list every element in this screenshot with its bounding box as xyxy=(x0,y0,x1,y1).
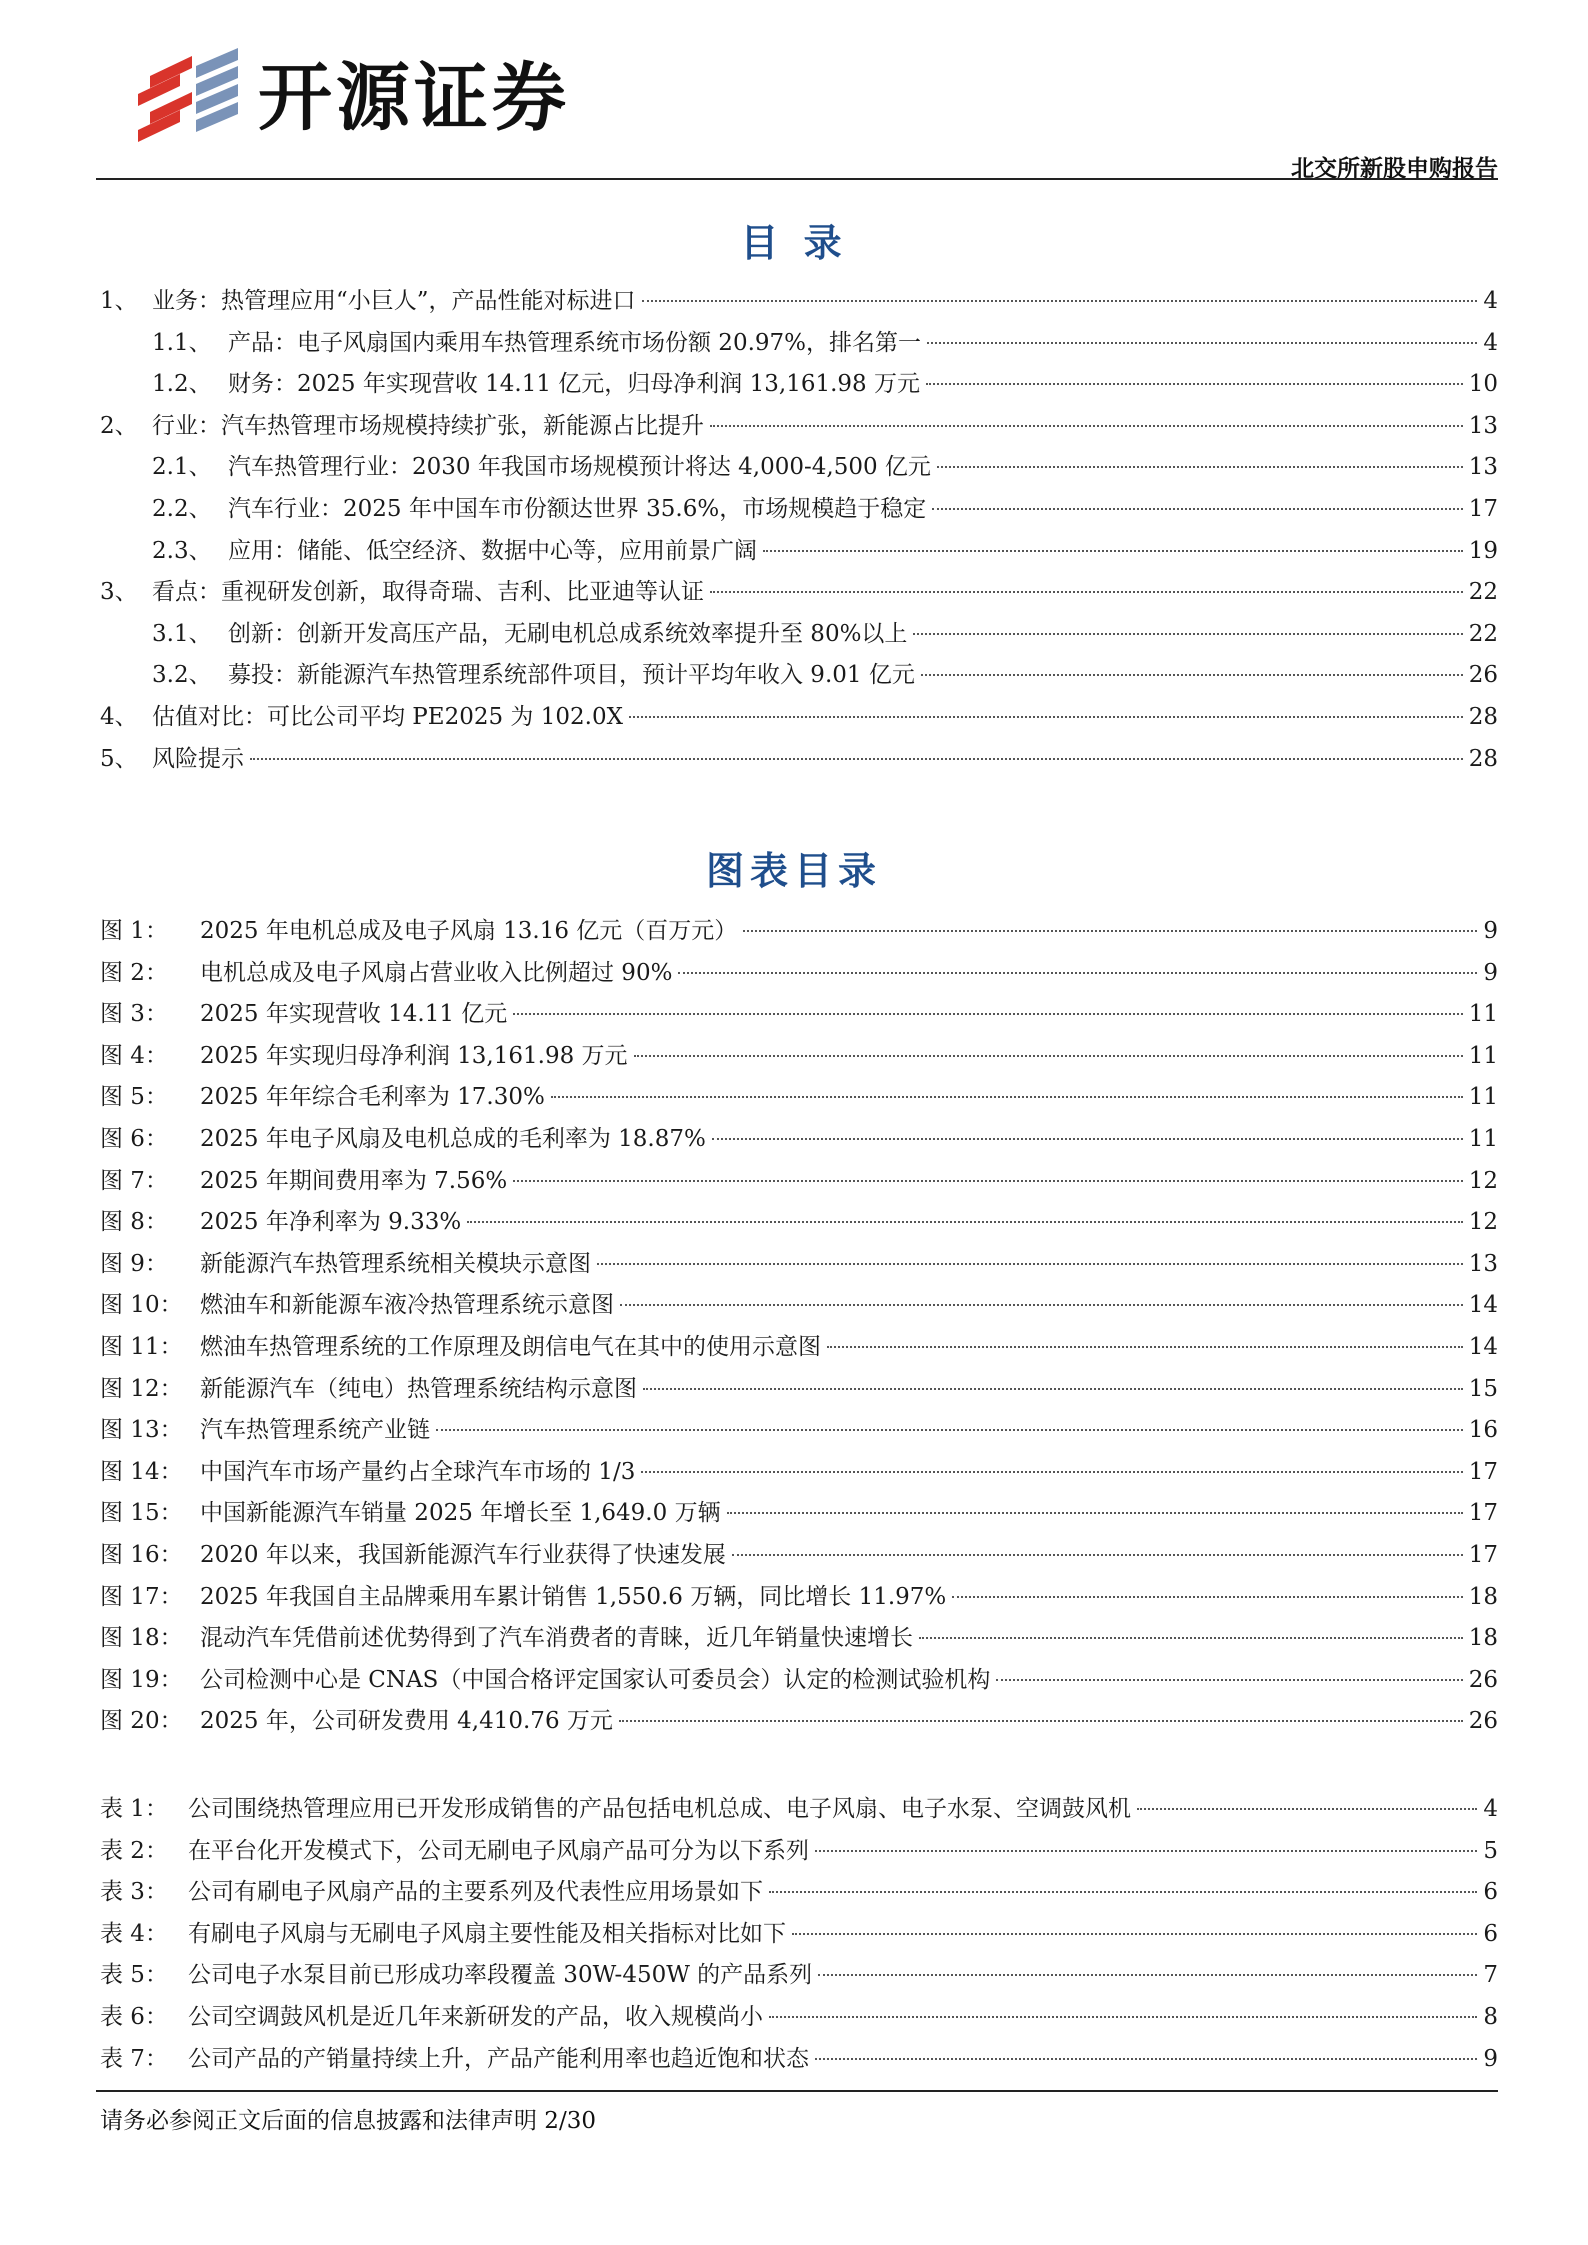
toc-entry-title: 产品：电子风扇国内乘用车热管理系统市场份额 20.97%，排名第一 xyxy=(228,329,922,356)
tables-list xyxy=(100,1790,1498,2081)
dot-leader xyxy=(436,1429,1463,1431)
fig-entry-number: 图 4： xyxy=(100,1042,168,1069)
fig-entry-page: 14 xyxy=(1468,1292,1498,1319)
fig-entry-page: 9 xyxy=(1483,918,1498,944)
tbl-entry-title: 公司围绕热管理应用已开发形成销售的产品包括电机总成、电子风扇、电子水泵、空调鼓风机 xyxy=(188,1796,1131,1822)
toc-entry[interactable] xyxy=(100,740,1498,782)
dot-leader xyxy=(710,425,1463,427)
fig-entry-number: 图 2： xyxy=(100,959,168,986)
fig-entry-page: 11 xyxy=(1468,1001,1498,1028)
fig-entry-page: 11 xyxy=(1468,1084,1498,1111)
toc-list xyxy=(100,282,1498,781)
toc-entry-page: 17 xyxy=(1468,495,1498,522)
toc-entry[interactable] xyxy=(100,656,1498,698)
tbl-entry[interactable] xyxy=(100,1998,1498,2040)
dot-leader xyxy=(827,1346,1463,1348)
fig-entry-number: 图 6： xyxy=(100,1125,168,1152)
dot-leader xyxy=(818,1974,1477,1976)
fig-entry-title: 公司检测中心是 CNAS（中国合格评定国家认可委员会）认定的检测试验机构 xyxy=(200,1666,991,1693)
toc-entry-number: 1、 xyxy=(100,288,138,314)
fig-entry-title: 燃油车热管理系统的工作原理及朗信电气在其中的使用示意图 xyxy=(200,1333,821,1360)
tbl-entry-page: 6 xyxy=(1483,1920,1498,1947)
dot-leader xyxy=(513,1013,1462,1015)
dot-leader xyxy=(643,1388,1463,1390)
toc-entry[interactable] xyxy=(100,698,1498,740)
fig-entry-title: 中国汽车市场产量约占全球汽车市场的 1/3 xyxy=(200,1458,636,1485)
fig-entry-title: 中国新能源汽车销量 2025 年增长至 1,649.0 万辆 xyxy=(200,1500,721,1527)
dot-leader xyxy=(815,1850,1477,1852)
fig-entry[interactable] xyxy=(100,1203,1498,1245)
fig-entry-title: 汽车热管理系统产业链 xyxy=(200,1417,430,1444)
toc-title: 目 录 xyxy=(740,220,848,265)
toc-entry[interactable] xyxy=(100,573,1498,615)
dot-leader xyxy=(919,1637,1463,1639)
tbl-entry-number: 表 5： xyxy=(100,1962,168,1989)
dot-leader xyxy=(921,674,1463,676)
toc-entry-page: 22 xyxy=(1468,620,1498,647)
fig-entry-number: 图 11： xyxy=(100,1333,183,1360)
fig-entry-number: 图 20： xyxy=(100,1708,183,1735)
dot-leader xyxy=(792,1933,1477,1935)
dot-leader xyxy=(926,383,1463,385)
fig-entry-page: 26 xyxy=(1468,1708,1498,1735)
dot-leader xyxy=(712,1138,1463,1140)
fig-entry[interactable] xyxy=(100,1162,1498,1204)
toc-entry-page: 13 xyxy=(1468,412,1498,439)
tbl-entry-page: 8 xyxy=(1483,2003,1498,2030)
fig-entry[interactable] xyxy=(100,1411,1498,1453)
toc-entry-number: 5、 xyxy=(100,745,138,772)
toc-entry[interactable] xyxy=(100,282,1498,324)
toc-entry-number: 3、 xyxy=(100,579,138,606)
document-type: 北交所新股申购报告 xyxy=(1291,155,1498,182)
fig-entry-number: 图 10： xyxy=(100,1292,183,1319)
toc-entry-title: 募投：新能源汽车热管理系统部件项目，预计平均年收入 9.01 亿元 xyxy=(228,662,915,689)
tbl-entry-title: 在平台化开发模式下，公司无刷电子风扇产品可分为以下系列 xyxy=(188,1837,809,1864)
toc-entry-title: 汽车行业：2025 年中国车市份额达世界 35.6%，市场规模趋于稳定 xyxy=(228,495,927,522)
fig-entry-title: 新能源汽车（纯电）热管理系统结构示意图 xyxy=(200,1375,637,1402)
fig-entry-title: 2025 年我国自主品牌乘用车累计销售 1,550.6 万辆，同比增长 11.97% xyxy=(200,1583,947,1610)
toc-entry-page: 22 xyxy=(1468,579,1498,606)
fig-entry[interactable] xyxy=(100,1286,1498,1328)
fig-entry-number: 图 18： xyxy=(100,1625,183,1652)
fig-entry-page: 17 xyxy=(1468,1541,1498,1568)
toc-entry[interactable] xyxy=(100,532,1498,574)
dot-leader xyxy=(620,1304,1463,1306)
fig-entry-title: 2025 年电机总成及电子风扇 13.16 亿元（百万元） xyxy=(200,918,738,944)
dot-leader xyxy=(727,1512,1463,1514)
tbl-entry-number: 表 7： xyxy=(100,2045,168,2072)
dot-leader xyxy=(678,972,1477,974)
fig-entry-page: 12 xyxy=(1468,1167,1498,1194)
toc-entry-title: 估值对比：可比公司平均 PE2025 为 102.0X xyxy=(152,703,623,730)
fig-entry-title: 2025 年年综合毛利率为 17.30% xyxy=(200,1084,545,1111)
tbl-entry[interactable] xyxy=(100,1790,1498,1832)
toc-entry-title: 看点：重视研发创新，取得奇瑞、吉利、比亚迪等认证 xyxy=(152,579,704,606)
tbl-entry[interactable] xyxy=(100,1915,1498,1957)
tbl-entry-page: 6 xyxy=(1483,1879,1498,1906)
toc-entry-title: 行业：汽车热管理市场规模持续扩张，新能源占比提升 xyxy=(152,412,704,439)
toc-entry-page: 10 xyxy=(1468,371,1498,398)
tbl-entry-title: 公司有刷电子风扇产品的主要系列及代表性应用场景如下 xyxy=(188,1879,763,1906)
tbl-entry-number: 表 1： xyxy=(100,1796,168,1822)
tbl-entry[interactable] xyxy=(100,1873,1498,1915)
dot-leader xyxy=(932,508,1462,510)
fig-entry-page: 17 xyxy=(1468,1458,1498,1485)
toc-entry-title: 创新：创新开发高压产品，无刷电机总成系统效率提升至 80%以上 xyxy=(228,620,908,647)
fig-entry-number: 图 14： xyxy=(100,1458,183,1485)
toc-entry-page: 13 xyxy=(1468,454,1498,481)
fig-entry-title: 电机总成及电子风扇占营业收入比例超过 90% xyxy=(200,959,673,986)
footer-disclaimer: 请务必参阅正文后面的信息披露和法律声明 2/30 xyxy=(100,2108,596,2134)
fig-entry-number: 图 7： xyxy=(100,1167,168,1194)
fig-entry[interactable] xyxy=(100,1078,1498,1120)
figures-title: 图表目录 xyxy=(705,848,882,893)
tbl-entry-number: 表 2： xyxy=(100,1837,168,1864)
toc-entry-number: 3.1、 xyxy=(152,620,212,647)
dot-leader xyxy=(815,2058,1477,2060)
tbl-entry[interactable] xyxy=(100,1832,1498,1874)
tbl-entry-page: 4 xyxy=(1483,1796,1498,1822)
dot-leader xyxy=(641,1471,1462,1473)
toc-entry-page: 26 xyxy=(1468,662,1498,689)
toc-entry[interactable] xyxy=(100,324,1498,366)
toc-entry-number: 2、 xyxy=(100,412,138,439)
fig-entry-number: 图 13： xyxy=(100,1417,183,1444)
dot-leader xyxy=(732,1554,1463,1556)
toc-entry[interactable] xyxy=(100,365,1498,407)
header-divider xyxy=(96,178,1498,180)
fig-entry[interactable] xyxy=(100,1702,1498,1744)
tbl-entry-title: 公司空调鼓风机是近几年来新研发的产品，收入规模尚小 xyxy=(188,2003,763,2030)
fig-entry[interactable] xyxy=(100,1245,1498,1287)
dot-leader xyxy=(743,930,1477,932)
dot-leader xyxy=(937,466,1463,468)
dot-leader xyxy=(513,1180,1462,1182)
dot-leader xyxy=(710,591,1463,593)
fig-entry-number: 图 15： xyxy=(100,1500,183,1527)
fig-entry-title: 2025 年期间费用率为 7.56% xyxy=(200,1167,508,1194)
tbl-entry-page: 7 xyxy=(1483,1962,1498,1989)
toc-entry[interactable] xyxy=(100,490,1498,532)
tbl-entry-number: 表 3： xyxy=(100,1879,168,1906)
fig-entry-number: 图 17： xyxy=(100,1583,183,1610)
brand-name: 开源证券 xyxy=(258,55,570,141)
fig-entry-number: 图 19： xyxy=(100,1666,183,1693)
fig-entry[interactable] xyxy=(100,1120,1498,1162)
brand-logo xyxy=(130,48,570,148)
fig-entry-number: 图 8： xyxy=(100,1209,168,1236)
dot-leader xyxy=(952,1596,1462,1598)
fig-entry-title: 2025 年实现营收 14.11 亿元 xyxy=(200,1001,508,1028)
dot-leader xyxy=(551,1096,1463,1098)
toc-entry-page: 19 xyxy=(1468,537,1498,564)
fig-entry[interactable] xyxy=(100,1453,1498,1495)
fig-entry-title: 2020 年以来，我国新能源汽车行业获得了快速发展 xyxy=(200,1541,726,1568)
dot-leader xyxy=(642,300,1478,302)
fig-entry-title: 2025 年净利率为 9.33% xyxy=(200,1209,462,1236)
fig-entry-page: 18 xyxy=(1468,1583,1498,1610)
dot-leader xyxy=(763,550,1463,552)
figures-list xyxy=(100,912,1498,1744)
toc-entry[interactable] xyxy=(100,407,1498,449)
tbl-entry[interactable] xyxy=(100,2040,1498,2082)
toc-entry-title: 汽车热管理行业：2030 年我国市场规模预计将达 4,000-4,500 亿元 xyxy=(228,454,931,481)
tbl-entry-page: 9 xyxy=(1483,2045,1498,2072)
dot-leader xyxy=(996,1679,1462,1681)
fig-entry-page: 12 xyxy=(1468,1209,1498,1236)
fig-entry[interactable] xyxy=(100,1494,1498,1536)
fig-entry-title: 混动汽车凭借前述优势得到了汽车消费者的青睐，近几年销量快速增长 xyxy=(200,1625,913,1652)
dot-leader xyxy=(629,716,1463,718)
dot-leader xyxy=(250,758,1463,760)
fig-entry[interactable] xyxy=(100,1370,1498,1412)
fig-entry[interactable] xyxy=(100,954,1498,996)
fig-entry-page: 9 xyxy=(1483,959,1498,986)
tbl-entry-number: 表 6： xyxy=(100,2003,168,2030)
dot-leader xyxy=(769,1891,1477,1893)
dot-leader xyxy=(634,1055,1463,1057)
fig-entry-page: 26 xyxy=(1468,1666,1498,1693)
fig-entry-title: 2025 年，公司研发费用 4,410.76 万元 xyxy=(200,1708,613,1735)
fig-entry-title: 2025 年电子风扇及电机总成的毛利率为 18.87% xyxy=(200,1125,706,1152)
toc-entry-page: 28 xyxy=(1468,745,1498,772)
tbl-entry[interactable] xyxy=(100,1956,1498,1998)
fig-entry-title: 新能源汽车热管理系统相关模块示意图 xyxy=(200,1250,591,1277)
fig-entry-page: 17 xyxy=(1468,1500,1498,1527)
fig-entry-page: 15 xyxy=(1468,1375,1498,1402)
toc-entry-number: 1.1、 xyxy=(152,329,212,356)
tbl-entry-title: 有刷电子风扇与无刷电子风扇主要性能及相关指标对比如下 xyxy=(188,1920,786,1947)
toc-entry-page: 28 xyxy=(1468,703,1498,730)
tbl-entry-title: 公司产品的产销量持续上升，产品产能利用率也趋近饱和状态 xyxy=(188,2045,809,2072)
dot-leader xyxy=(619,1720,1463,1722)
dot-leader xyxy=(597,1263,1463,1265)
fig-entry-page: 14 xyxy=(1468,1333,1498,1360)
fig-entry-page: 18 xyxy=(1468,1625,1498,1652)
footer-divider xyxy=(96,2090,1498,2092)
tbl-entry-page: 5 xyxy=(1483,1837,1498,1864)
toc-entry-title: 应用：储能、低空经济、数据中心等，应用前景广阔 xyxy=(228,537,757,564)
fig-entry[interactable] xyxy=(100,995,1498,1037)
fig-entry-page: 11 xyxy=(1468,1042,1498,1069)
dot-leader xyxy=(1137,1808,1477,1810)
fig-entry[interactable] xyxy=(100,1328,1498,1370)
fig-entry[interactable] xyxy=(100,1536,1498,1578)
dot-leader xyxy=(913,633,1462,635)
fig-entry-number: 图 9： xyxy=(100,1250,168,1277)
toc-entry[interactable] xyxy=(100,615,1498,657)
fig-entry-number: 图 12： xyxy=(100,1375,183,1402)
toc-entry-number: 2.1、 xyxy=(152,454,212,481)
fig-entry[interactable] xyxy=(100,1037,1498,1079)
fig-entry-number: 图 5： xyxy=(100,1084,168,1111)
tbl-entry-number: 表 4： xyxy=(100,1920,168,1947)
dot-leader xyxy=(927,342,1477,344)
fig-entry-page: 16 xyxy=(1468,1417,1498,1444)
fig-entry-title: 燃油车和新能源车液冷热管理系统示意图 xyxy=(200,1292,614,1319)
toc-entry-number: 2.2、 xyxy=(152,495,212,522)
toc-entry-number: 3.2、 xyxy=(152,662,212,689)
toc-entry-title: 风险提示 xyxy=(152,745,244,772)
fig-entry[interactable] xyxy=(100,912,1498,954)
fig-entry-title: 2025 年实现归母净利润 13,161.98 万元 xyxy=(200,1042,628,1069)
fig-entry-page: 11 xyxy=(1468,1125,1498,1152)
toc-entry-title: 财务：2025 年实现营收 14.11 亿元，归母净利润 13,161.98 万元 xyxy=(228,371,920,398)
fig-entry[interactable] xyxy=(100,1619,1498,1661)
fig-entry-page: 13 xyxy=(1468,1250,1498,1277)
brand-mark-icon xyxy=(130,48,242,148)
toc-entry-title: 业务：热管理应用“小巨人”，产品性能对标进口 xyxy=(152,288,636,314)
toc-entry-number: 2.3、 xyxy=(152,537,212,564)
fig-entry-number: 图 1： xyxy=(100,918,168,944)
toc-entry-page: 4 xyxy=(1483,288,1498,314)
fig-entry-number: 图 16： xyxy=(100,1541,183,1568)
fig-entry-number: 图 3： xyxy=(100,1001,168,1028)
toc-entry-number: 4、 xyxy=(100,703,138,730)
fig-entry[interactable] xyxy=(100,1578,1498,1620)
toc-entry[interactable] xyxy=(100,448,1498,490)
dot-leader xyxy=(467,1221,1462,1223)
toc-entry-page: 4 xyxy=(1483,329,1498,356)
toc-entry-number: 1.2、 xyxy=(152,371,212,398)
tbl-entry-title: 公司电子水泵目前已形成功率段覆盖 30W-450W 的产品系列 xyxy=(188,1962,813,1989)
fig-entry[interactable] xyxy=(100,1661,1498,1703)
dot-leader xyxy=(769,2016,1477,2018)
